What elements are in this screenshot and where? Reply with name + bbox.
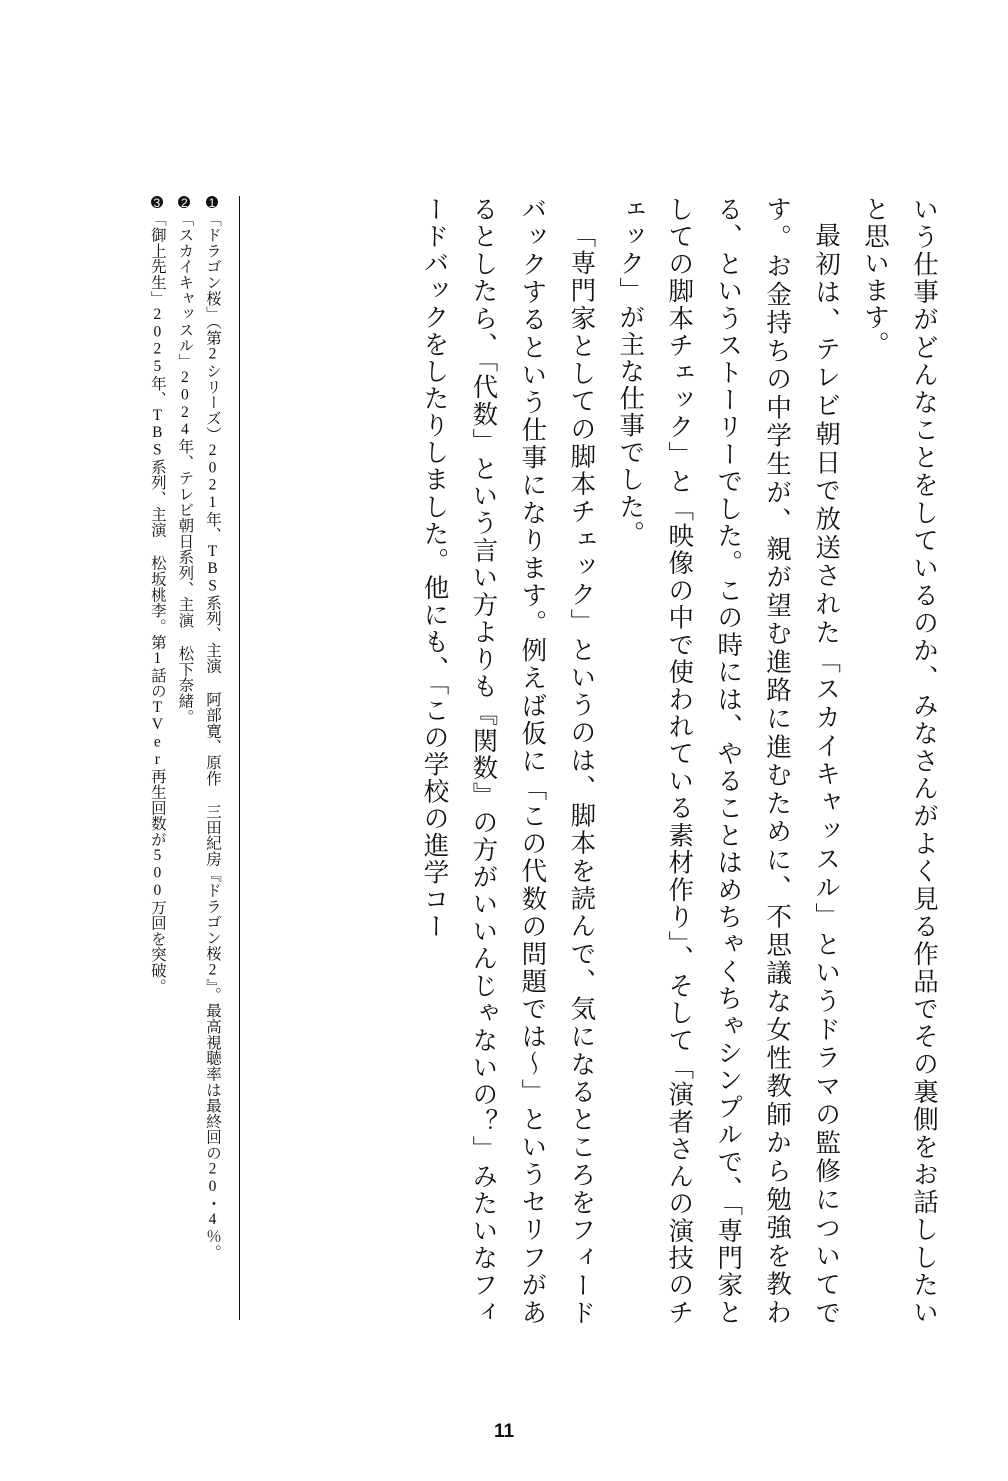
footnote-text: 「御上先生」2025年、TBS系列、主演 松坂桃李。第1話のTVer再生回数が500万回を突破。 [148, 211, 166, 994]
footnote-block [108, 196, 226, 1326]
footnote-divider [239, 196, 240, 1320]
page-number: 11 [493, 1421, 515, 1442]
paragraph-2: 最初は、テレビ朝日で放送された「スカイキャッスル」というドラマの監修についてです。お金持ちの中学生が、親が望む進路に進むために、不思議な女性教師から勉強を教わる、というストーリーでした。この時には、やることはめちゃくちゃシンプルで、「専門家としての脚本チェック」と「映像の中で使われている素材作り」、そして「演者さんの演技のチェック」が主な仕事でした。 [616, 196, 842, 1326]
footnote-item [171, 196, 199, 1324]
footnote-item [198, 196, 226, 1324]
paragraph-1: いう仕事がどんなことをしているのか、みなさんがよく見る作品でその裏側をお話ししたいと思います。 [861, 196, 939, 1326]
body-text-column [388, 196, 948, 1326]
footnote-marker: 2 [177, 196, 192, 211]
footnote-marker: 1 [205, 196, 219, 211]
paragraph-3: 「専門家としての脚本チェック」というのは、脚本を読んで、気になるところをフィードバックするという仕事になります。例えば仮に「この代数の問題では〜」というセリフがあるとしたら、「代数」という言い方よりも『関数』の方がいいんじゃないの？」みたいなフィードバックをしたりしました。他にも、「この学校の進学コー [420, 196, 597, 1326]
footnote-text: 「ドラゴン桜」（第2シリーズ）2021年、TBS系列、主演 阿部寛、原作 三田紀房『ドラゴン桜2』。最高視聴率は最終回の20・4％。 [204, 211, 221, 1261]
footnote-text: 「スカイキャッスル」2024年、テレビ朝日系列、主演 松下奈緒。 [176, 211, 194, 725]
footnote-item [143, 196, 171, 1324]
footnote-marker: 3 [149, 196, 164, 211]
